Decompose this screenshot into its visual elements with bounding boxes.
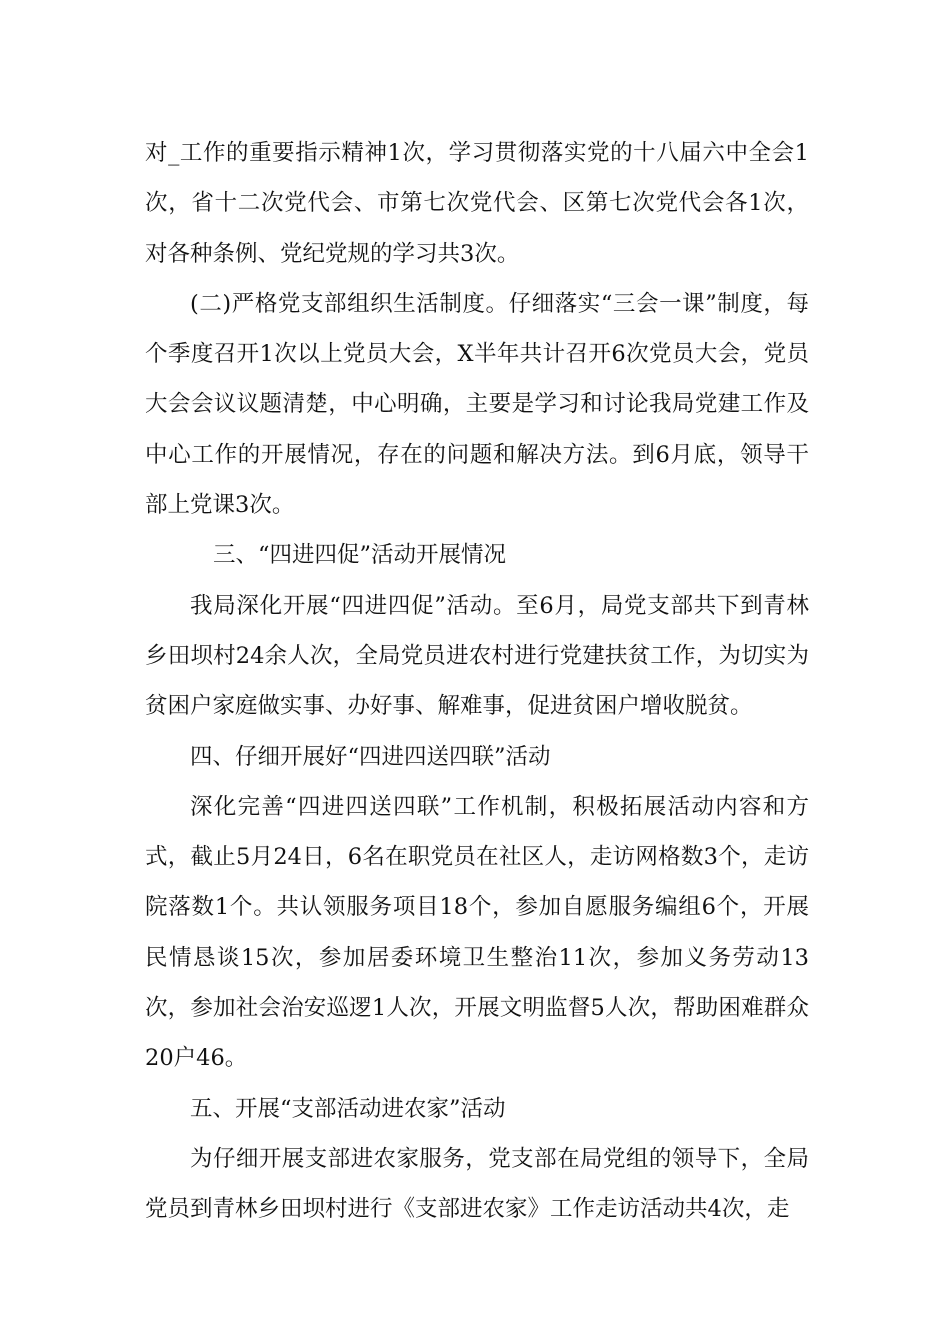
paragraph-organization-system: (二)严格党支部组织生活制度。仔细落实“三会一课”制度，每个季度召开1次以上党员大会，X半年共计召开6次党员大会，党员大会会议议题清楚，中心明确，主要是学习和讨论我局党建工作及中心工作的开展情况，存在的问题和解决方法。到6月底，领导干部上党课3次。 — [145, 290, 809, 519]
paragraph-four-advances: 我局深化开展“四进四促”活动。至6月，局党支部共下到青林乡田坝村24余人次，全局党员进农村进行党建扶贫工作，为切实为贫困户家庭做实事、办好事、解难事，促进贫困户增收脱贫。 — [145, 592, 809, 720]
paragraph-branch-visits: 为仔细开展支部进农家服务，党支部在局党组的领导下，全局党员到青林乡田坝村进行《支部进农家》工作走访活动共4次，走 — [145, 1145, 809, 1223]
section-heading-three: 三、“四进四促”活动开展情况 — [213, 542, 507, 569]
paragraph-four-links: 深化完善“四进四送四联”工作机制，积极拓展活动内容和方式，截止5月24日，6名在职党员在社区人，走访网格数3个，走访院落数1个。共认领服务项目18个，参加自愿服务编组6个，开展民情恳谈15次，参加居委环境卫生整治11次，参加义务劳动13次，参加社会治安巡逻1人次，开展文明监督5人次，帮助困难群众20户46。 — [145, 793, 809, 1072]
paragraph-continuation: 对_工作的重要指示精神1次，学习贯彻落实党的十八届六中全会1次，省十二次党代会、市第七次党代会、区第七次党代会各1次，对各种条例、党纪党规的学习共3次。 — [145, 140, 809, 267]
document-body — [145, 128, 809, 1235]
section-heading-five: 五、开展“支部活动进农家”活动 — [190, 1095, 506, 1122]
section-heading-four: 四、仔细开展好“四进四送四联”活动 — [190, 743, 551, 770]
